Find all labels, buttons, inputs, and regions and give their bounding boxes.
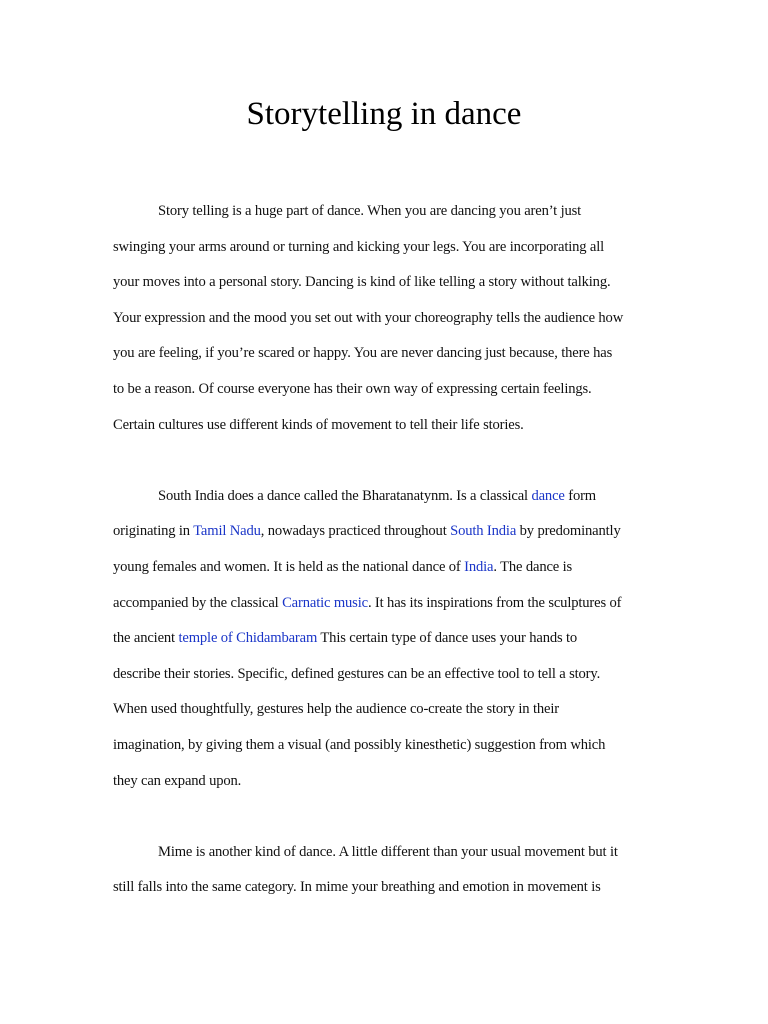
text-run: South India does a dance called the Bharatanatynm. Is a classical xyxy=(158,487,532,504)
text-run: Certain cultures use different kinds of movement to tell their life stories. xyxy=(113,416,524,433)
hyperlink[interactable]: temple of Chidambaram xyxy=(178,630,318,647)
text-line xyxy=(113,870,661,906)
hyperlink[interactable]: Tamil Nadu xyxy=(193,523,261,540)
text-run: young females and women. It is held as the national dance of xyxy=(113,558,465,575)
text-run: originating in xyxy=(113,523,194,540)
document-title: Storytelling in dance xyxy=(246,96,522,132)
text-run: your moves into a personal story. Dancing is kind of like telling a story without talking. xyxy=(113,274,611,291)
text-run: the ancient xyxy=(113,630,179,647)
text-line xyxy=(113,657,661,693)
text-line xyxy=(113,621,661,657)
text-run: Your expression and the mood you set out with your choreography tells the audience how xyxy=(113,309,624,326)
text-line xyxy=(113,336,661,372)
hyperlink[interactable]: Carnatic music xyxy=(282,594,368,611)
text-line xyxy=(113,372,661,408)
text-line xyxy=(113,408,661,444)
text-line xyxy=(113,479,661,515)
text-run: When used thoughtfully, gestures help the audience co-create the story in their xyxy=(113,701,559,718)
text-run: you are feeling, if you’re scared or happy. You are never dancing just because, there has xyxy=(113,345,613,362)
text-run: describe their stories. Specific, defined gestures can be an effective tool to tell a story. xyxy=(113,665,601,682)
text-line xyxy=(113,835,661,871)
text-run: , nowadays practiced throughout xyxy=(260,523,451,540)
body-paragraph xyxy=(113,479,661,799)
text-run: . It has its inspirations from the sculptures of xyxy=(367,594,622,611)
text-line xyxy=(113,514,661,550)
text-line xyxy=(113,586,661,622)
hyperlink[interactable]: India xyxy=(464,558,494,575)
text-run: imagination, by giving them a visual (and possibly kinesthetic) suggestion from which xyxy=(113,736,606,753)
text-run: Mime is another kind of dance. A little different than your usual movement but it xyxy=(158,843,618,860)
text-run: . The dance is xyxy=(493,558,573,575)
text-run: swinging your arms around or turning and kicking your legs. You are incorporating all xyxy=(113,238,605,255)
text-run: accompanied by the classical xyxy=(113,594,283,611)
text-line xyxy=(113,230,661,266)
body-paragraph xyxy=(113,194,661,443)
text-run: This certain type of dance uses your hands to xyxy=(317,630,578,647)
text-line xyxy=(113,301,661,337)
body-paragraph xyxy=(113,835,661,906)
text-run: Story telling is a huge part of dance. When you are dancing you aren’t just xyxy=(158,203,582,219)
hyperlink[interactable]: South India xyxy=(450,523,517,540)
text-line xyxy=(113,728,661,764)
text-run: form xyxy=(564,487,597,504)
text-line xyxy=(113,194,661,230)
text-line xyxy=(113,764,661,800)
document-body xyxy=(113,194,661,941)
text-run: they can expand upon. xyxy=(113,772,242,789)
hyperlink[interactable]: dance xyxy=(531,487,565,504)
text-line xyxy=(113,550,661,586)
text-run: to be a reason. Of course everyone has their own way of expressing certain feelings. xyxy=(113,380,592,397)
text-run: still falls into the same category. In mime your breathing and emotion in movement is xyxy=(113,879,601,896)
text-run: by predominantly xyxy=(516,523,621,540)
text-line xyxy=(113,692,661,728)
text-line xyxy=(113,265,661,301)
